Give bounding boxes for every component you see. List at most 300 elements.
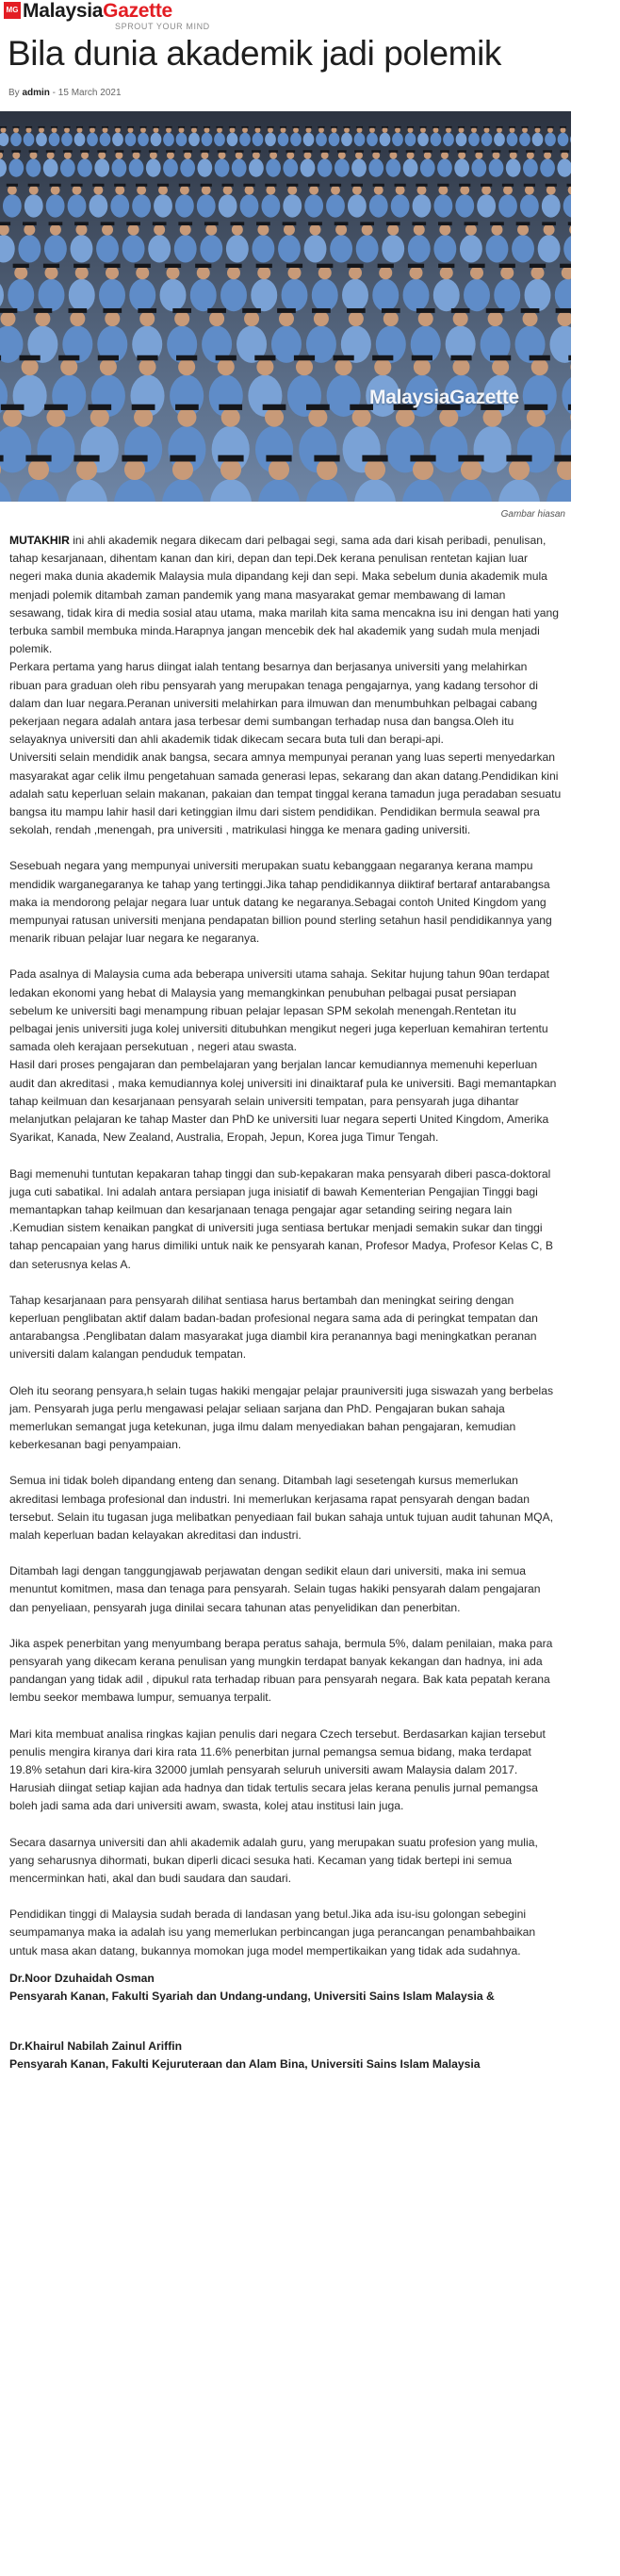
paragraph: Ditambah lagi dengan tanggungjawab perjawatan dengan sedikit elaun dari universiti, maka ini semua menuntut komitmen, masa dan tenaga para pensyarah. Selain tugas hakiki pensyarah dalam pengajaran dan penyeliaan, pensyarah juga dinilai secara tahunan atas penyelidikan dan penerbitan. bbox=[9, 1564, 541, 1614]
graduate-face bbox=[256, 358, 273, 375]
graduate-face bbox=[29, 186, 39, 195]
graduate-face bbox=[52, 127, 57, 133]
graduate-gown bbox=[239, 133, 251, 146]
graduate-face bbox=[527, 408, 546, 427]
graduate-face bbox=[184, 152, 191, 159]
graduate-face bbox=[547, 186, 556, 195]
graduate-face bbox=[179, 127, 185, 133]
graduate-gown bbox=[69, 279, 95, 311]
graduate-face bbox=[180, 224, 191, 236]
graduate-cap bbox=[521, 308, 540, 313]
graduate-cap bbox=[314, 455, 339, 462]
graduate-cap bbox=[7, 184, 18, 187]
graduate-cap bbox=[88, 405, 111, 410]
graduate-face bbox=[174, 311, 189, 326]
graduate-face bbox=[544, 224, 555, 236]
graduate-cap bbox=[0, 126, 7, 128]
graduate-face bbox=[12, 152, 20, 159]
graduate-cap bbox=[560, 126, 566, 128]
signature-affiliation: Pensyarah Kanan, Fakulti Kejuruteraan dan Alam Bina, Universiti Sains Islam Malaysia bbox=[9, 2057, 481, 2072]
graduate-gown bbox=[433, 235, 456, 262]
graduate-gown bbox=[154, 194, 172, 217]
graduate-face bbox=[439, 408, 458, 427]
article-body bbox=[9, 532, 562, 2074]
graduate-gown bbox=[481, 133, 493, 146]
graduate-gown bbox=[303, 133, 315, 146]
graduate-cap bbox=[373, 184, 384, 187]
graduate-gown bbox=[8, 158, 24, 176]
graduate-gown bbox=[545, 133, 556, 146]
graduate-face bbox=[223, 186, 233, 195]
graduate-gown bbox=[525, 279, 551, 311]
paragraph: Pada asalnya di Malaysia cuma ada beberapa universiti utama sahaja. Sekitar hujung tahun 90an terdapat ledakan ekonomi yang hebat di Malaysia yang memangkinkan penubuhan pelbagai pusat persiapan sebelum ke universiti bagi menampung ribuan pelajar lepasan SPM sekolah menengah.Rentetan itu pelbagai jenis universiti juga kolej universiti ditubuhkan mengikut negeri juga keperluan kemahiran tertentu samada oleh kerajaan persekutuan , negeri atau swasta. bbox=[9, 967, 550, 1054]
graduate-face bbox=[452, 358, 469, 375]
graduate-cap bbox=[242, 308, 261, 313]
graduate-cap bbox=[334, 222, 349, 225]
graduate-cap bbox=[499, 264, 515, 268]
graduate-gown bbox=[74, 133, 86, 146]
graduate-gown bbox=[290, 133, 302, 146]
graduate-gown bbox=[146, 158, 161, 176]
graduate-cap bbox=[306, 405, 330, 410]
graduate-face bbox=[492, 358, 509, 375]
graduate-gown bbox=[489, 158, 504, 176]
graduate-gown bbox=[129, 279, 155, 311]
graduate-cap bbox=[410, 455, 435, 462]
graduate-cap bbox=[179, 184, 190, 187]
graduate-gown bbox=[219, 194, 237, 217]
graduate-face bbox=[255, 127, 261, 133]
graduate-face bbox=[218, 358, 235, 375]
graduate-cap bbox=[92, 184, 104, 187]
graduate-gown bbox=[214, 133, 225, 146]
graduate-cap bbox=[416, 308, 435, 313]
graduate-cap bbox=[560, 264, 571, 268]
graduate-face bbox=[105, 311, 120, 326]
graduate-cap bbox=[554, 455, 571, 462]
graduate-cap bbox=[458, 455, 483, 462]
graduate-gown bbox=[380, 133, 391, 146]
graduate-face bbox=[525, 186, 534, 195]
graduate-face bbox=[531, 358, 548, 375]
graduate-face bbox=[318, 266, 332, 279]
graduate-gown bbox=[8, 279, 34, 311]
graduate-gown bbox=[61, 133, 73, 146]
graduate-gown bbox=[498, 194, 517, 217]
graduate-face bbox=[362, 224, 373, 236]
graduate-cap bbox=[543, 150, 552, 152]
graduate-gown bbox=[433, 279, 460, 311]
graduate-gown bbox=[226, 235, 249, 262]
graduate-cap bbox=[263, 405, 286, 410]
graduate-face bbox=[219, 152, 226, 159]
publish-date: 15 March 2021 bbox=[57, 88, 122, 98]
graduate-gown bbox=[354, 133, 366, 146]
graduate-cap bbox=[44, 405, 68, 410]
graduate-cap bbox=[481, 184, 492, 187]
graduate-gown bbox=[351, 158, 367, 176]
graduate-cap bbox=[178, 222, 192, 225]
graduate-cap bbox=[317, 264, 333, 268]
graduate-cap bbox=[419, 126, 426, 128]
graduate-gown bbox=[283, 194, 302, 217]
graduate-cap bbox=[127, 126, 134, 128]
graduate-face bbox=[154, 127, 159, 133]
graduate-cap bbox=[28, 184, 40, 187]
graduate-cap bbox=[465, 222, 479, 225]
graduate-gown bbox=[330, 235, 352, 262]
graduate-face bbox=[3, 408, 22, 427]
graduate-cap bbox=[170, 455, 195, 462]
graduate-face bbox=[321, 152, 329, 159]
graduate-cap bbox=[114, 126, 121, 128]
graduate-cap bbox=[412, 355, 432, 361]
graduate-face bbox=[75, 266, 89, 279]
graduate-cap bbox=[354, 150, 364, 152]
graduate-cap bbox=[204, 222, 219, 225]
graduate-face bbox=[269, 459, 289, 480]
graduate-gown bbox=[464, 279, 490, 311]
graduate-gown bbox=[71, 235, 93, 262]
graduate-face bbox=[39, 127, 44, 133]
graduate-gown bbox=[403, 158, 418, 176]
graduate-cap bbox=[219, 405, 242, 410]
graduate-cap bbox=[438, 264, 454, 268]
graduate-cap bbox=[104, 264, 120, 268]
graduate-cap bbox=[371, 150, 381, 152]
graduate-cap bbox=[568, 405, 571, 410]
graduate-cap bbox=[58, 355, 79, 361]
graduate-cap bbox=[567, 184, 571, 187]
graduate-face bbox=[257, 224, 269, 236]
graduate-cap bbox=[139, 126, 146, 128]
graduate-gown bbox=[468, 133, 480, 146]
graduate-cap bbox=[492, 150, 501, 152]
graduate-gown bbox=[163, 133, 174, 146]
paragraph: Pendidikan tinggi di Malaysia sudah berada di landasan yang betul.Jika ada isu-isu golongan sebegini seumpamanya maka ia adalah isu yang memerlukan perbincangan juga perancangan penambahbaikan untuk masa akan datang, bukannya momokan juga model mempertikaikan yang tidak ada sudahnya. bbox=[9, 1907, 536, 1957]
meta-separator: - bbox=[49, 88, 58, 98]
graduate-gown bbox=[342, 279, 368, 311]
site-logo[interactable] bbox=[4, 2, 249, 34]
author-signature bbox=[9, 1970, 562, 2006]
graduate-face bbox=[140, 127, 146, 133]
graduate-gown bbox=[506, 158, 521, 176]
graduate-cap bbox=[0, 308, 17, 313]
graduate-gown bbox=[200, 235, 222, 262]
graduate-face bbox=[64, 152, 72, 159]
graduate-face bbox=[383, 127, 388, 133]
graduate-cap bbox=[486, 308, 505, 313]
graduate-face bbox=[396, 408, 415, 427]
graduate-face bbox=[73, 186, 82, 195]
graduate-face bbox=[395, 127, 400, 133]
graduate-face bbox=[232, 224, 243, 236]
graduate-gown bbox=[253, 133, 264, 146]
graduate-face bbox=[204, 127, 210, 133]
graduate-face bbox=[488, 311, 503, 326]
graduate-cap bbox=[450, 355, 471, 361]
graduate-cap bbox=[0, 355, 1, 361]
graduate-gown bbox=[369, 194, 388, 217]
graduate-face bbox=[75, 224, 87, 236]
graduate-face bbox=[417, 186, 427, 195]
graduate-face bbox=[383, 311, 399, 326]
graduate-cap bbox=[502, 184, 514, 187]
graduate-cap bbox=[38, 126, 44, 128]
graduate-cap bbox=[74, 222, 89, 225]
graduate-face bbox=[50, 224, 61, 236]
graduate-gown bbox=[68, 194, 87, 217]
graduate-cap bbox=[200, 150, 209, 152]
graduate-cap bbox=[204, 126, 210, 128]
graduate-cap bbox=[347, 264, 363, 268]
graduate-face bbox=[286, 152, 294, 159]
graduate-face bbox=[14, 266, 27, 279]
graduate-face bbox=[418, 311, 433, 326]
graduate-cap bbox=[305, 126, 312, 128]
graduate-gown bbox=[197, 194, 216, 217]
graduate-cap bbox=[368, 126, 375, 128]
graduate-cap bbox=[440, 150, 449, 152]
graduate-face bbox=[236, 152, 243, 159]
graduate-cap bbox=[286, 264, 302, 268]
graduate-gown bbox=[494, 133, 505, 146]
graduate-cap bbox=[63, 150, 73, 152]
graduate-face bbox=[284, 224, 295, 236]
graduate-face bbox=[304, 152, 312, 159]
graduate-gown bbox=[96, 235, 119, 262]
graduate-face bbox=[60, 358, 77, 375]
graduate-gown bbox=[392, 133, 403, 146]
graduate-cap bbox=[347, 308, 366, 313]
graduate-gown bbox=[132, 194, 151, 217]
graduate-cap bbox=[103, 308, 122, 313]
paragraph: Semua ini tidak boleh dipandang enteng dan senang. Ditambah lagi sesetengah kursus memerlukan akreditasi lembaga profesional dan industri. Ini memerlukan kerjasama rapat pensyarah dengan badan tersebut. Selain itu tugasan juga melibatkan penyediaan fail bukan sahaja untuk tujuan audit tahunan MQA, malah keperluan badan kelayakan akreditasi dan industri. bbox=[9, 1474, 554, 1542]
author-link[interactable]: admin bbox=[22, 88, 50, 98]
lead-word: MUTAKHIR bbox=[9, 534, 70, 547]
graduate-face bbox=[497, 127, 502, 133]
graduate-cap bbox=[229, 126, 236, 128]
graduate-cap bbox=[568, 355, 571, 361]
graduate-cap bbox=[222, 184, 234, 187]
graduate-cap bbox=[132, 150, 141, 152]
graduate-cap bbox=[437, 184, 449, 187]
graduate-face bbox=[137, 186, 146, 195]
graduate-face bbox=[64, 127, 70, 133]
graduate-face bbox=[244, 311, 259, 326]
paragraph: Perkara pertama yang harus diingat ialah tentang besarnya dan berjasanya universiti yang melahirkan ribuan para graduan oleh ribu pensyarah yang merupakan tenaga pengajarnya, yang kadang tersohor di dalam dan luar negara.Peranan universiti melahirkan para ilmuwan dan menumbuhkan pelbagai cabang pekerjaan negara adalah antara jasa terbesar demi sumbangan terhadap nusa dan bangsa.Oleh itu selayaknya universiti dan ahli akademik tidak dikecam secara buta tuli dan berapi-api. bbox=[9, 660, 538, 747]
graduate-face bbox=[332, 127, 337, 133]
graduate-cap bbox=[235, 150, 244, 152]
graduate-face bbox=[338, 152, 346, 159]
graduate-cap bbox=[320, 150, 330, 152]
image-watermark: MalaysiaGazette bbox=[369, 387, 519, 408]
graduate-face bbox=[335, 224, 347, 236]
graduate-gown bbox=[316, 133, 327, 146]
graduate-face bbox=[178, 358, 195, 375]
graduate-cap bbox=[23, 222, 37, 225]
graduate-cap bbox=[254, 126, 261, 128]
graduate-gown bbox=[413, 194, 432, 217]
graduate-face bbox=[76, 459, 97, 480]
graduate-gown bbox=[507, 133, 518, 146]
graduate-face bbox=[517, 224, 529, 236]
graduate-cap bbox=[407, 126, 414, 128]
graduate-cap bbox=[218, 150, 227, 152]
graduate-face bbox=[139, 311, 155, 326]
graduate-face bbox=[407, 152, 415, 159]
graduate-gown bbox=[89, 194, 107, 217]
graduate-cap bbox=[256, 222, 270, 225]
graduate-face bbox=[166, 127, 171, 133]
graduate-cap bbox=[458, 126, 465, 128]
graduate-cap bbox=[521, 126, 528, 128]
graduate-cap bbox=[46, 150, 56, 152]
graduate-cap bbox=[382, 308, 400, 313]
graduate-face bbox=[269, 152, 277, 159]
graduate-cap bbox=[438, 222, 452, 225]
graduate-gown bbox=[454, 158, 469, 176]
graduate-cap bbox=[496, 126, 502, 128]
graduate-gown bbox=[372, 279, 399, 311]
graduate-cap bbox=[406, 150, 416, 152]
graduate-gown bbox=[240, 194, 259, 217]
graduate-gown bbox=[26, 158, 41, 176]
graduate-face bbox=[46, 408, 65, 427]
graduation-photo-illustration bbox=[0, 111, 571, 502]
graduate-face bbox=[410, 266, 423, 279]
graduate-cap bbox=[382, 126, 388, 128]
graduate-face bbox=[180, 186, 189, 195]
graduate-cap bbox=[474, 150, 483, 152]
graduate-cap bbox=[423, 150, 432, 152]
graduate-face bbox=[408, 127, 414, 133]
graduate-cap bbox=[412, 222, 426, 225]
graduate-cap bbox=[318, 126, 324, 128]
graduate-cap bbox=[269, 150, 278, 152]
graduate-face bbox=[220, 459, 241, 480]
graduate-gown bbox=[160, 279, 187, 311]
graduate-cap bbox=[546, 184, 557, 187]
graduate-cap bbox=[51, 126, 57, 128]
graduate-cap bbox=[351, 184, 363, 187]
graduate-face bbox=[288, 266, 302, 279]
graduate-face bbox=[396, 186, 405, 195]
graduate-gown bbox=[460, 235, 482, 262]
graduate-cap bbox=[283, 222, 297, 225]
graduate-gown bbox=[542, 194, 561, 217]
graduate-gown bbox=[163, 158, 178, 176]
graduate-face bbox=[136, 266, 149, 279]
graduate-face bbox=[531, 266, 545, 279]
graduate-gown bbox=[94, 158, 109, 176]
paragraph: Oleh itu seorang pensyara,h selain tugas hakiki mengajar pelajar prauniversiti juga siswazah yang berbelas jam. Pensyarah juga perlu mengawasi pelajar seliaan sarjana dan PhD. Pengajaran bukan sahaja memerlukan semangat juga ketekunan, juga ilmu dalam menyediakan bahan pengajaran, kemudian keberkesanan bagi penyampaian. bbox=[9, 1383, 554, 1452]
graduate-face bbox=[93, 186, 103, 195]
logo-wordmark: MalaysiaGazette bbox=[23, 0, 172, 22]
graduate-gown bbox=[129, 158, 144, 176]
graduate-cap bbox=[378, 264, 394, 268]
graduate-gown bbox=[486, 235, 509, 262]
graduate-face bbox=[387, 224, 399, 236]
graduate-face bbox=[458, 152, 465, 159]
graduate-cap bbox=[1, 405, 24, 410]
graduate-face bbox=[128, 224, 139, 236]
graduate-face bbox=[51, 186, 60, 195]
graduate-cap bbox=[76, 126, 83, 128]
graduate-gown bbox=[532, 133, 544, 146]
graduate-cap bbox=[530, 264, 546, 268]
graduate-gown bbox=[420, 158, 435, 176]
graduate-cap bbox=[483, 126, 490, 128]
graduate-gown bbox=[403, 279, 430, 311]
graduate-face bbox=[191, 127, 197, 133]
logo-mark-icon: MG bbox=[4, 2, 21, 19]
graduate-face bbox=[115, 186, 124, 195]
graduate-cap bbox=[524, 184, 535, 187]
graduate-cap bbox=[178, 126, 185, 128]
graduate-gown bbox=[301, 158, 316, 176]
graduate-face bbox=[369, 127, 375, 133]
graduate-cap bbox=[395, 184, 406, 187]
graduate-face bbox=[510, 127, 515, 133]
graduate-cap bbox=[25, 126, 32, 128]
meta-by: By bbox=[8, 88, 20, 98]
graduate-gown bbox=[190, 279, 217, 311]
graduate-gown bbox=[232, 158, 247, 176]
graduate-cap bbox=[457, 150, 466, 152]
graduate-gown bbox=[148, 235, 171, 262]
graduate-cap bbox=[207, 308, 226, 313]
paragraph: Hasil dari proses pengajaran dan pembelajaran yang berjalan lancar kemudiannya memenuhi keperluan audit dan akreditasi , maka kemudiannya kolej universiti ini dinaiktaraf pula ke universiti. Bagi memantapkan tahap keilmuan dan kesarjanaan pensyarah selain universiti tempatan, para pensyarah juga dihantar melanjutkan pelajaran ke tahap Master dan PhD ke universiti luar negara seperti United Kingdom, Amerika Syarikat, Kanada, New Zealand, Australia, Eropah, Jepun, Korea juga Timur Tengah. bbox=[9, 1058, 557, 1145]
graduate-gown bbox=[523, 158, 538, 176]
graduate-gown bbox=[456, 133, 467, 146]
graduate-cap bbox=[97, 150, 106, 152]
graduate-face bbox=[544, 152, 551, 159]
graduate-cap bbox=[80, 150, 90, 152]
graduate-face bbox=[335, 358, 352, 375]
graduate-gown bbox=[251, 279, 277, 311]
graduate-gown bbox=[278, 133, 289, 146]
graduate-cap bbox=[216, 355, 237, 361]
graduate-face bbox=[509, 459, 530, 480]
graduate-face bbox=[522, 127, 528, 133]
paragraph: Mari kita membuat analisa ringkas kajian penulis dari negara Czech tersebut. Berdasarkan kajian tersebut penulis mengira kiranya dari kira rata 11.6% penerbitan jurnal pemangsa semua bidang, maka terdapat 19.8% setahun dari kira-kira 32000 jumlah pensyarah seluruh universiti awam Malaysia dalam 2017. Harusiah diingat setiap kajian ada hadnya dan tidak tertulis secara jelas kerana penulis jurnal pemangsa boleh jadi sama ada dari universiti awam, swasta, kolej atau institusi lain juga. bbox=[9, 1726, 546, 1813]
graduate-face bbox=[317, 459, 337, 480]
graduate-face bbox=[438, 186, 448, 195]
graduate-face bbox=[318, 127, 324, 133]
graduate-gown bbox=[356, 235, 379, 262]
graduate-cap bbox=[265, 184, 276, 187]
graduate-face bbox=[357, 127, 363, 133]
graduate-cap bbox=[218, 455, 243, 462]
graduate-face bbox=[310, 224, 321, 236]
graduate-gown bbox=[265, 133, 276, 146]
graduate-gown bbox=[44, 235, 67, 262]
graduate-face bbox=[115, 152, 122, 159]
graduate-gown bbox=[540, 158, 555, 176]
graduate-gown bbox=[227, 133, 238, 146]
graduate-cap bbox=[0, 222, 10, 225]
graduate-face bbox=[279, 311, 294, 326]
graduate-cap bbox=[408, 264, 424, 268]
graduate-cap bbox=[526, 150, 535, 152]
graduate-cap bbox=[135, 264, 151, 268]
graduate-face bbox=[296, 358, 313, 375]
graduate-cap bbox=[122, 455, 147, 462]
graduate-gown bbox=[477, 194, 496, 217]
graduate-gown bbox=[558, 133, 569, 146]
graduate-face bbox=[158, 186, 168, 195]
